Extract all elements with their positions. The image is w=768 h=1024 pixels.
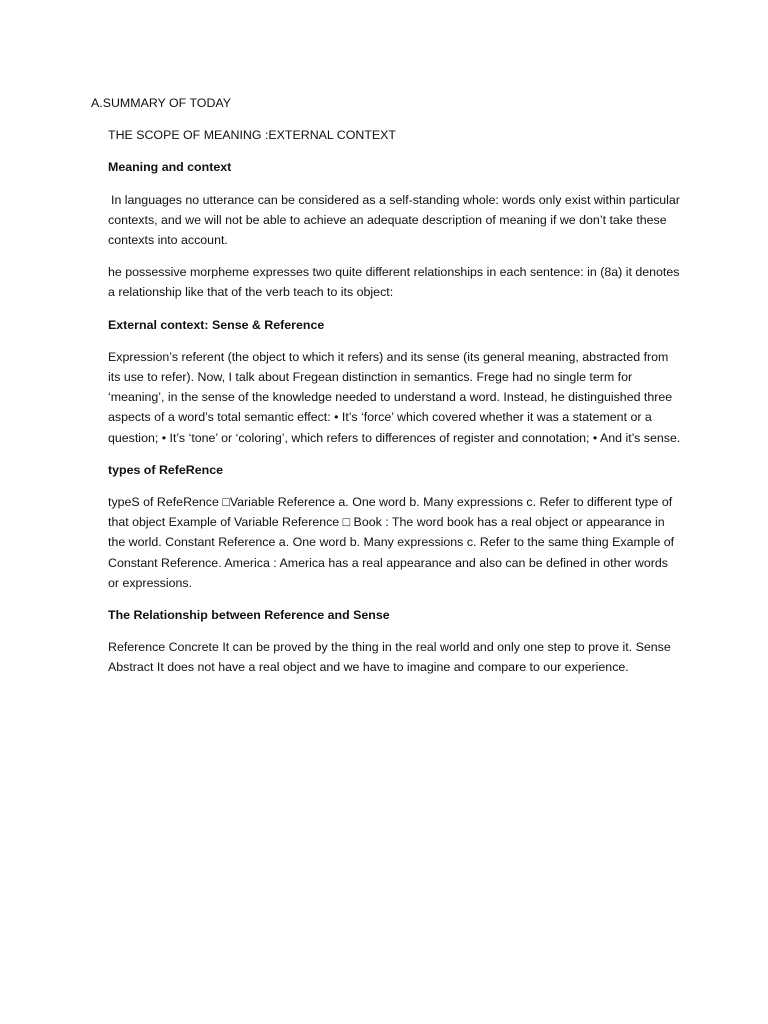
paragraph-fregean-distinction: Expression’s referent (the object to which it refers) and its sense (its general meaning, abstracted from its use to refer). Now, I talk about Fregean distinction in semantics. Frege had no single term for ‘meaning’, in the sense of the knowledge needed to understand a word. Instead, he distinguished three aspects of a word’s total semantic effect: • It’s ‘force’ which covered whether it was a statement or a question; • It’s ‘tone’ or ‘coloring’, which refers to differences of register and connotation; • And it’s sense. (108, 349, 681, 445)
document-title: A.SUMMARY OF TODAY (91, 96, 231, 110)
section-heading-meaning-and-context: Meaning and context (108, 160, 232, 175)
section-heading-external-context: External context: Sense & Reference (108, 317, 325, 332)
paragraph-reference-and-sense: Reference Concrete It can be proved by the thing in the real world and only one step to prove it. Sense Abstract It does not have a real object and we have to imagine and compare to our experience. (108, 640, 671, 675)
paragraph-possessive-morpheme: he possessive morpheme expresses two quite different relationships in each sentence: in (8a) it denotes a relationship like that of the verb teach to its object: (108, 265, 680, 300)
section-heading-reference-and-sense: The Relationship between Reference and Sense (108, 608, 390, 623)
paragraph-utterance-context: In languages no utterance can be considered as a self-standing whole: words only exist within particular contexts, and we will not be able to achieve an adequate description of meaning if we don’t take these contexts into account. (108, 192, 680, 248)
document-content (108, 125, 681, 677)
section-heading-types-of-reference: types of RefeRence (108, 462, 223, 477)
document-subtitle: THE SCOPE OF MEANING :EXTERNAL CONTEXT (108, 128, 397, 143)
paragraph-types-of-reference: typeS of RefeRence □Variable Reference a. One word b. Many expressions c. Refer to different type of that object Example of Variable Reference □ Book : The word book has a real object or appearance in the world. Constant Reference a. One word b. Many expressions c. Refer to the same thing Example of Constant Reference. America : America has a real appearance and also can be defined in other words or expressions. (108, 495, 675, 590)
document-body (91, 93, 681, 690)
